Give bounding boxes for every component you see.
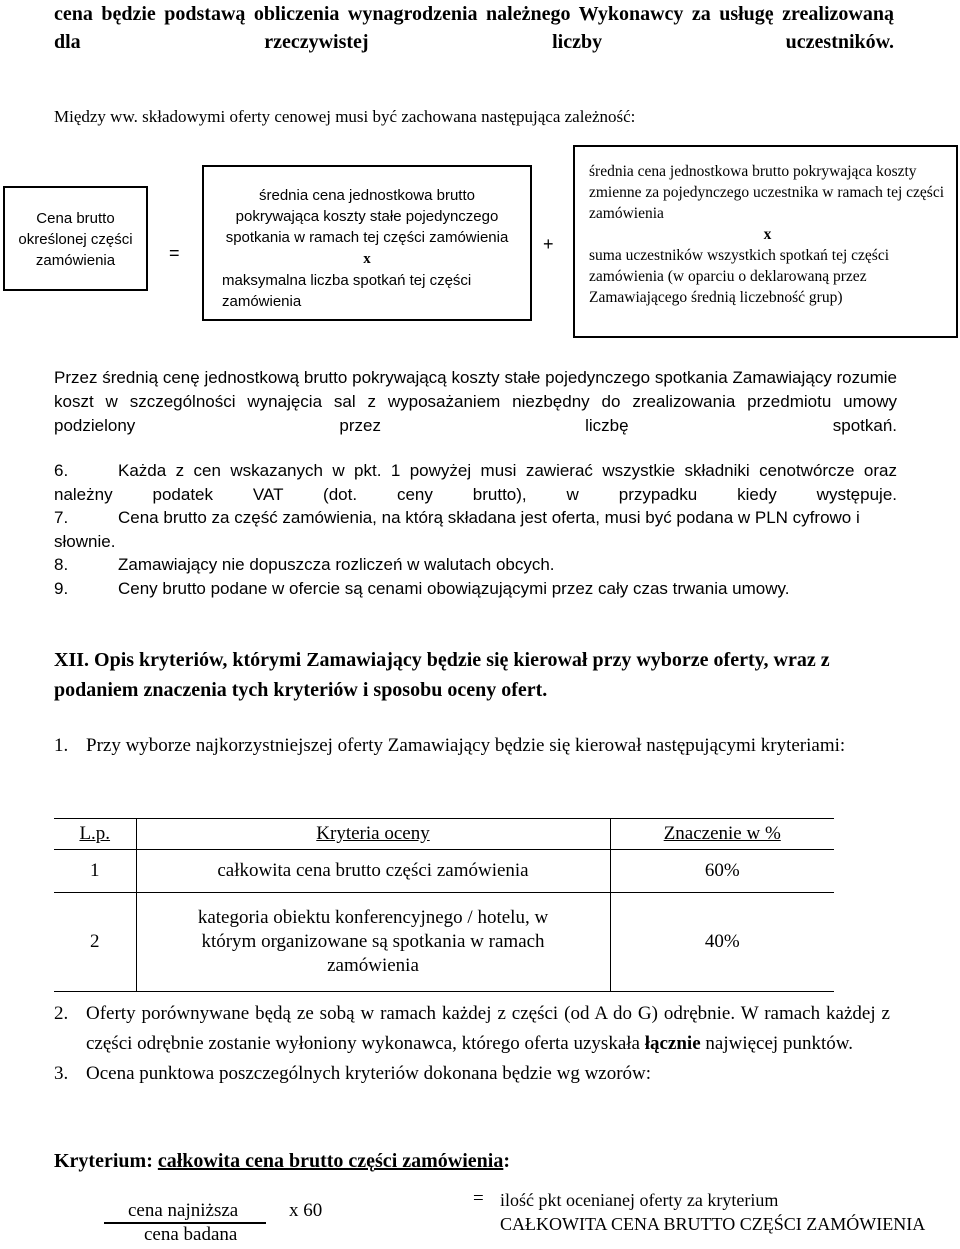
- list-item-text: Oferty porównywane będą ze sobą w ramach każdej z części (od A do G) odrębnie. W ramach każdej z części odrębnie zostanie wyłoniony wykonawca, którego oferta uzyskała: [86, 1003, 890, 1054]
- list-item: [54, 1059, 890, 1089]
- explanation-paragraph: Przez średnią cenę jednostkową brutto pokrywającą koszty stałe pojedynczego spotkania Zamawiający rozumie koszt w szczególności wynajęcia sal z wyposażaniem niezbędny do zrealizowania przedmiotu umowy podzielony przez liczbę spotkań.: [54, 368, 897, 435]
- intro-text: Między ww. składowymi oferty cenowej musi być zachowana następująca zależność:: [54, 107, 636, 126]
- formula-result-line2: CAŁKOWITA CENA BRUTTO CZĘŚCI ZAMÓWIENIA: [500, 1214, 926, 1234]
- list-item-number: 3.: [54, 1063, 69, 1084]
- formula-box-variable-costs: [573, 145, 958, 338]
- max-meetings-description: maksymalna liczba spotkań tej części zamówienia: [222, 272, 472, 310]
- criterion-heading-label: Kryterium:: [54, 1150, 158, 1172]
- formula-equals: =: [473, 1188, 484, 1209]
- list-item: [54, 506, 897, 553]
- numbered-list: [54, 459, 897, 600]
- criteria-table: [54, 818, 834, 992]
- list-item-number: 9.: [54, 578, 69, 598]
- cell-weight: 60%: [610, 850, 834, 893]
- section-title: XII. Opis kryteriów, którymi Zamawiający będzie się kierował przy wyborze oferty, wraz z podaniem znaczenia tych kryteriów i sposobu oceny ofert.: [54, 649, 830, 701]
- formula-box-total-price-text: Cena brutto określonej części zamówienia: [18, 210, 133, 269]
- formula-result-line1: ilość pkt ocenianej oferty za kryterium: [500, 1190, 779, 1210]
- criteria-intro: [54, 731, 890, 760]
- cell-criterion: całkowita cena brutto części zamówienia: [136, 850, 610, 893]
- criteria-intro-text: Przy wyborze najkorzystniejszej oferty Zamawiający będzie się kierował następującymi kryteriami:: [86, 735, 846, 756]
- formula-result: [500, 1188, 950, 1249]
- list-item-number: 2.: [54, 1003, 69, 1024]
- cell-lp: 2: [54, 893, 136, 992]
- criterion-heading-colon: :: [503, 1150, 511, 1172]
- cell-weight: 40%: [610, 893, 834, 992]
- list-item-number: 7.: [54, 508, 69, 527]
- top-paragraph: cena będzie podstawą obliczenia wynagrodzenia należnego Wykonawcy za usługę zrealizowaną dla rzeczywistej liczby uczestników.: [54, 3, 894, 53]
- fraction-multiplier: x 60: [289, 1200, 323, 1221]
- list-item-text-end: najwięcej punktów.: [700, 1033, 853, 1054]
- fraction-numerator: cena najniższa: [128, 1200, 239, 1221]
- header-lp: L.p.: [54, 819, 136, 850]
- header-weight: Znaczenie w %: [610, 819, 834, 850]
- points-list: [54, 999, 890, 1089]
- plus-sign: +: [543, 234, 554, 254]
- fraction-denominator: cena badana: [144, 1224, 238, 1245]
- criterion-heading: [54, 1150, 510, 1173]
- header-criteria: Kryteria oceny: [136, 819, 610, 850]
- variable-costs-description: średnia cena jednostkowa brutto pokrywająca koszty zmienne za pojedynczego uczestnika w ramach tej części zamówienia: [589, 163, 945, 222]
- list-item: [54, 459, 897, 506]
- list-item-text: Ocena punktowa poszczególnych kryteriów dokonana będzie wg wzorów:: [86, 1063, 652, 1084]
- variable-costs-multiply: x: [763, 226, 772, 243]
- cell-criterion: kategoria obiektu konferencyjnego / hotelu, w którym organizowane są spotkania w ramach zamówienia: [136, 893, 610, 992]
- formula-box-fixed-costs: [202, 165, 532, 321]
- list-item-text: Cena brutto za część zamówienia, na którą składana jest oferta, musi być podana w PLN cyfrowo i słownie.: [54, 508, 860, 551]
- criteria-intro-number: 1.: [54, 735, 69, 756]
- fixed-costs-description: średnia cena jednostkowa brutto pokrywająca koszty stałe pojedynczego spotkania w ramach tej części zamówienia x: [225, 187, 509, 267]
- equals-sign: =: [169, 243, 180, 263]
- fixed-costs-multiply: x: [363, 251, 371, 267]
- table-header-row: [54, 819, 834, 850]
- table-row: [54, 893, 834, 992]
- list-item: [54, 553, 897, 577]
- list-item: [54, 999, 890, 1059]
- list-item-number: 6.: [54, 461, 69, 480]
- list-item-number: 8.: [54, 555, 69, 574]
- table-row: [54, 850, 834, 893]
- list-item: [54, 577, 897, 601]
- formula-box-total-price: [3, 186, 148, 291]
- cell-lp: 1: [54, 850, 136, 893]
- participants-sum-description: suma uczestników wszystkich spotkań tej części zamówienia (w oparciu o deklarowaną przez Zamawiającego średnią liczebność grup): [589, 247, 890, 306]
- criterion-heading-name: całkowita cena brutto części zamówienia: [157, 1150, 504, 1172]
- list-item-text: Zamawiający nie dopuszcza rozliczeń w walutach obcych.: [118, 555, 555, 574]
- emphasis-text: łącznie: [644, 1033, 701, 1054]
- list-item-text: Ceny brutto podane w ofercie są cenami obowiązującymi przez cały czas trwania umowy.: [118, 578, 790, 598]
- list-item-text: Każda z cen wskazanych w pkt. 1 powyżej musi zawierać wszystkie składniki cenotwórcze oraz należny podatek VAT (dot. ceny brutto), w przypadku kiedy występuje.: [54, 461, 897, 504]
